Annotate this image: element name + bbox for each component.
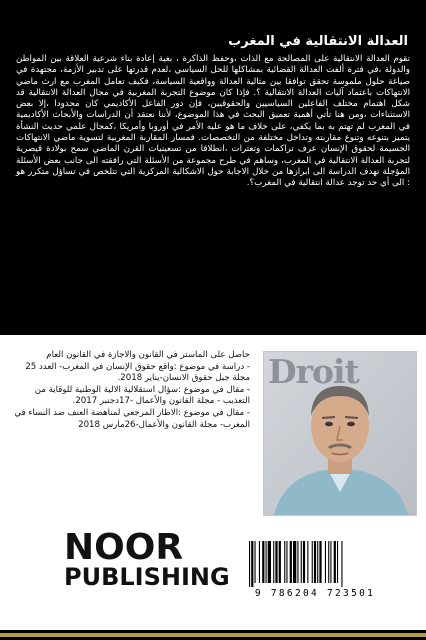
- barcode-bar: [259, 541, 260, 583]
- bottom-gold-line: [0, 633, 426, 637]
- barcode-bar: [266, 541, 267, 583]
- author-publication-1: - دراسة في موضوع :واقع حقوق الإنسان في المغرب- العدد 25 مجلة جيل حقوق الانسان-يناير 2018.: [25, 361, 250, 384]
- barcode-bar: [293, 541, 296, 583]
- barcode-bar: [262, 541, 264, 583]
- isbn-barcode: [241, 539, 389, 605]
- publisher-logo-line1: NOOR: [64, 527, 184, 568]
- barcode-bar: [284, 541, 285, 583]
- barcode-bar: [275, 541, 277, 583]
- barcode-bar: [273, 541, 274, 583]
- barcode-bar: [255, 541, 256, 583]
- barcode-bar: [334, 541, 336, 583]
- barcode-bar: [303, 541, 305, 583]
- barcode-bar: [328, 541, 329, 583]
- author-degree: حاصل على الماستر في القانون والاجازة في القانون العام: [46, 350, 250, 360]
- publisher-logo-line2: PUBLISHING: [64, 563, 230, 591]
- barcode-bar: [312, 541, 313, 583]
- author-publication-3: - مقال في موضوع :الاطار المرجعي لمناهضة العنف ضد النساء في المغرب- مجلة القانون والأعمال-26مارس 2018: [14, 407, 250, 430]
- author-photo: [263, 351, 417, 516]
- barcode-bar: [314, 541, 316, 583]
- book-abstract: تقوم العدالة الانتقالية على المصالحة مع الذات ،وحفظ الذاكرة ، بغية إعادة بناء شرعية العلاقة بين المواطن والدولة ،في فترة ألفت العدالة القضائية بمشاكلها للحل السياسي ،لعدم قدرتها على تدبير الأزمة، مجتهدة في صياغة حلول ملموسة تحقق توافقا بين مثالية العدالة وواقعية السياسة، فكيف تعامل المغرب مع ارث ماضي الانتهاكات باعتماد آليات العدالة الانتقالية ؟. فإذا كان موضوع التجربة المغربية في مجال العدالة الانتقالية قد شكل اهتمام مختلف الفاعلين السياسيين والحقوقيين، فإن دور الفاعل الأكاديمي كان محدودا ،إلا بعض الاستثناءات ،ومن هنا تأتي أهمية تعميق البحث في هذا الموضوع، لأننا نعتقد أن الدراسات والأبحاث الأكاديمية في المغرب لم تهتم به بما يكفي، على خلاف ما هو عليه الأمر في أوروبا وأمريكا ،كمجال علمي حديث النشأة يتميز بتنوعه وتنوع مقاربته وتداخل مختلفة من التخصصات. فمسار المقاربة المغربية لتسوية ماضي الانتهاكات الجسيمة لحقوق الإنسان عرف تراكمات وتعثرات ،انطلاقا من تسعينيات القرن الماضي سمح بولادة قيصرية لتجربة العدالة الانتقالية في المغرب، وساهم في طرح مجموعة من الأسئلة التي رافقته الى جانب بعض الأسئلة المؤجلة تهدف الدراسة الى ابرازها من خلال الاجابة حول الاشكالية المركزية التي تتلخص في تساؤل متكرر هو : الى أي حد توجد عدالة انتقالية في المغرب؟.: [16, 54, 410, 189]
- bottom-strip: [0, 630, 426, 640]
- barcode-bar: [317, 541, 318, 583]
- author-bio: [10, 350, 250, 431]
- barcode-bar: [330, 541, 331, 583]
- barcode-bar: [325, 541, 326, 583]
- barcode-bar: [337, 541, 338, 583]
- barcode-bar: [307, 541, 308, 583]
- barcode-bar: [341, 541, 342, 587]
- isbn-digits: 9 786204 723501: [254, 588, 376, 599]
- barcode-bar: [249, 541, 250, 587]
- barcode-bar: [319, 541, 321, 583]
- barcode-bar: [251, 541, 253, 587]
- barcode-bars: [247, 541, 383, 587]
- barcode-bar: [286, 541, 287, 583]
- barcode-bar: [297, 541, 298, 583]
- barcode-bar: [290, 541, 292, 583]
- photo-watermark-text: Droit: [268, 352, 359, 391]
- book-title: العدالة الانتقالية في المغرب: [228, 34, 408, 49]
- barcode-bar: [268, 541, 271, 583]
- publisher-logo: [64, 527, 230, 591]
- barcode-bar: [301, 541, 302, 583]
- barcode-bar: [279, 541, 281, 583]
- author-publication-2: - مقال في موضوع :سؤال استقلالية الالية الوطنية للوقاية من التعذيب - مجلة القانون والأعمال -17دجنبر 2017.: [34, 384, 250, 407]
